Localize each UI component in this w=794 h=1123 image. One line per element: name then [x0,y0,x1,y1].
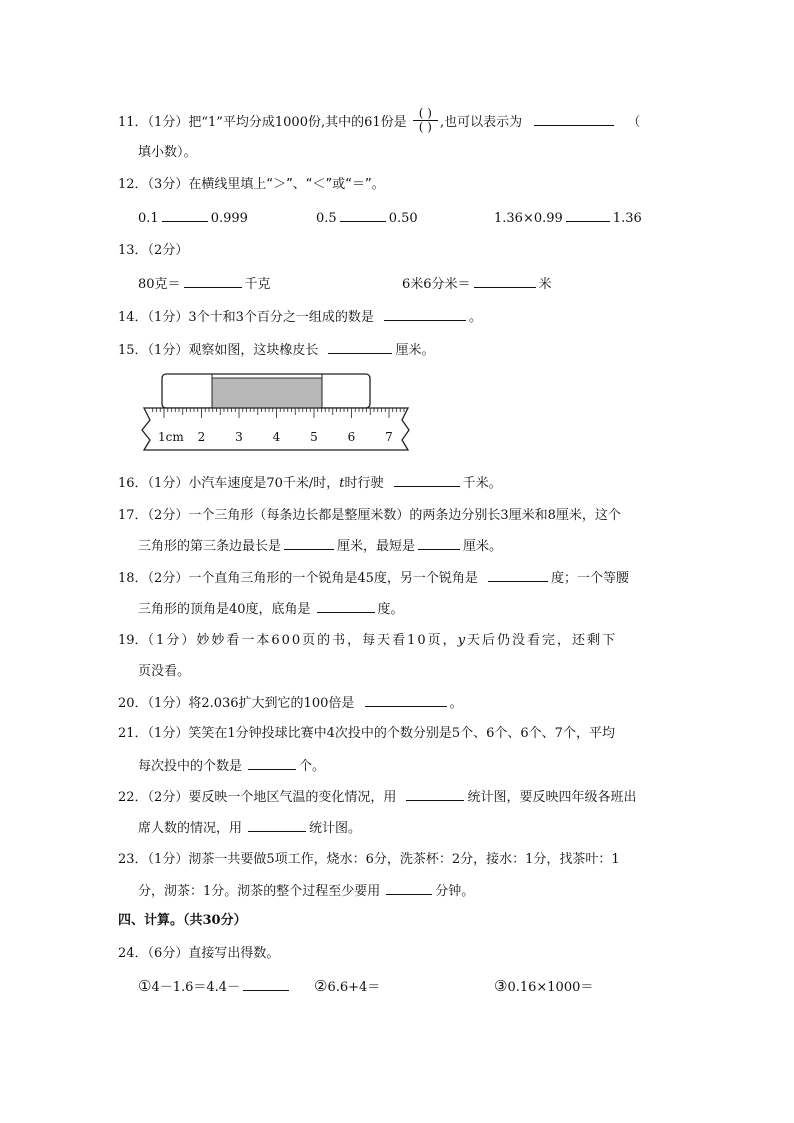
answer-blank[interactable] [365,694,447,707]
answer-blank[interactable] [162,209,208,222]
answer-blank[interactable] [474,275,536,288]
answer-blank[interactable] [317,600,375,613]
answer-blank[interactable] [248,757,296,770]
question-text: 把“1”平均分成1000份,其中的61份是 [188,115,407,130]
ruler-label: 2 [197,430,206,444]
question-14: 14．（1分）3个十和3个百分之一组成的数是 。 [118,310,483,325]
answer-blank[interactable] [184,275,242,288]
section-4-title: 四、计算。（共30分） [118,913,247,928]
answer-blank[interactable] [328,341,392,354]
answer-blank[interactable] [243,978,289,991]
fraction-blank[interactable]: $\frac{( )}{( )}$ [413,107,438,134]
question-22-line1: 22．（2分）要反映一个地区气温的变化情况，用 统计图，要反映四年级各班出 [118,790,637,805]
question-12: 12．（3分）在横线里填上“＞”、“＜”或“＝”。 [118,177,385,192]
question-19-line1: 19．（1分）妙妙看一本600页的书，每天看10页，y天后仍没看完，还剩下 [118,633,618,648]
question-18-line2: 三角形的顶角是40度，底角是 度。 [138,602,404,617]
answer-blank[interactable] [340,209,386,222]
question-24: 24．（6分）直接写出得数。 [118,946,280,961]
question-15: 15．（1分）观察如图，这块橡皮长 厘米。 [118,343,435,358]
score: （1分） [147,115,189,130]
answer-blank[interactable] [488,569,548,582]
circled-number-1: ① [138,977,152,995]
ruler-label: 5 [310,430,318,444]
ruler-label: 1cm [158,430,184,444]
circled-number-3: ③ [494,977,508,995]
variable-t: t [339,476,345,491]
question-number: 11． [118,115,148,130]
question-11-line2: 填小数）。 [138,145,197,160]
ruler-figure [138,370,414,456]
answer-blank[interactable] [386,882,432,895]
question-13: 13．（2分） [118,243,189,258]
question-20: 20．（1分）将2.036扩大到它的100倍是 。 [118,696,463,711]
question-21-line1: 21．（1分）笑笑在1分钟投球比赛中4次投中的个数分别是5个、6个、6个、7个，平均 [118,726,615,741]
variable-y: y [457,633,468,648]
ruler-label: 4 [272,430,281,444]
answer-blank[interactable] [406,788,464,801]
ruler-label: 3 [235,430,243,444]
answer-blank[interactable] [248,819,306,832]
question-16: 16．（1分）小汽车速度是70千米/时，t时行驶 千米。 [118,476,502,491]
answer-blank[interactable] [384,308,466,321]
answer-blank[interactable] [394,474,460,487]
question-17-line1: 17．（2分）一个三角形（每条边长都是整厘米数）的两条边分别长3厘米和8厘米，这个 [118,508,621,523]
question-11-line1: 11．（1分）把“1”平均分成1000份,其中的61份是 $\frac{( )}{( )}$ ,也可以表示为 （ [118,106,641,134]
question-17-line2: 三角形的第三条边最长是 厘米，最短是 厘米。 [138,539,503,554]
question-18-line1: 18．（2分）一个直角三角形的一个锐角是45度，另一个锐角是 度；一个等腰 [118,571,630,586]
ruler-label: 6 [347,430,356,444]
answer-blank[interactable] [418,537,460,550]
question-19-line2: 页没看。 [138,664,191,679]
answer-blank[interactable] [534,113,614,126]
question-22-line2: 席人数的情况，用 统计图。 [138,821,362,836]
answer-blank[interactable] [566,209,610,222]
eraser-shaded [212,378,322,408]
question-23-line2: 分，沏茶：1分。沏茶的整个过程至少要用 分钟。 [138,884,475,899]
question-21-line2: 每次投中的个数是 个。 [138,759,326,774]
circled-number-2: ② [314,977,328,995]
ruler-label: 7 [385,430,393,444]
question-23-line1: 23．（1分）沏茶一共要做5项工作，烧水：6分，洗茶杯：2分，接水：1分，找茶叶：1 [118,852,620,867]
answer-blank[interactable] [284,537,334,550]
